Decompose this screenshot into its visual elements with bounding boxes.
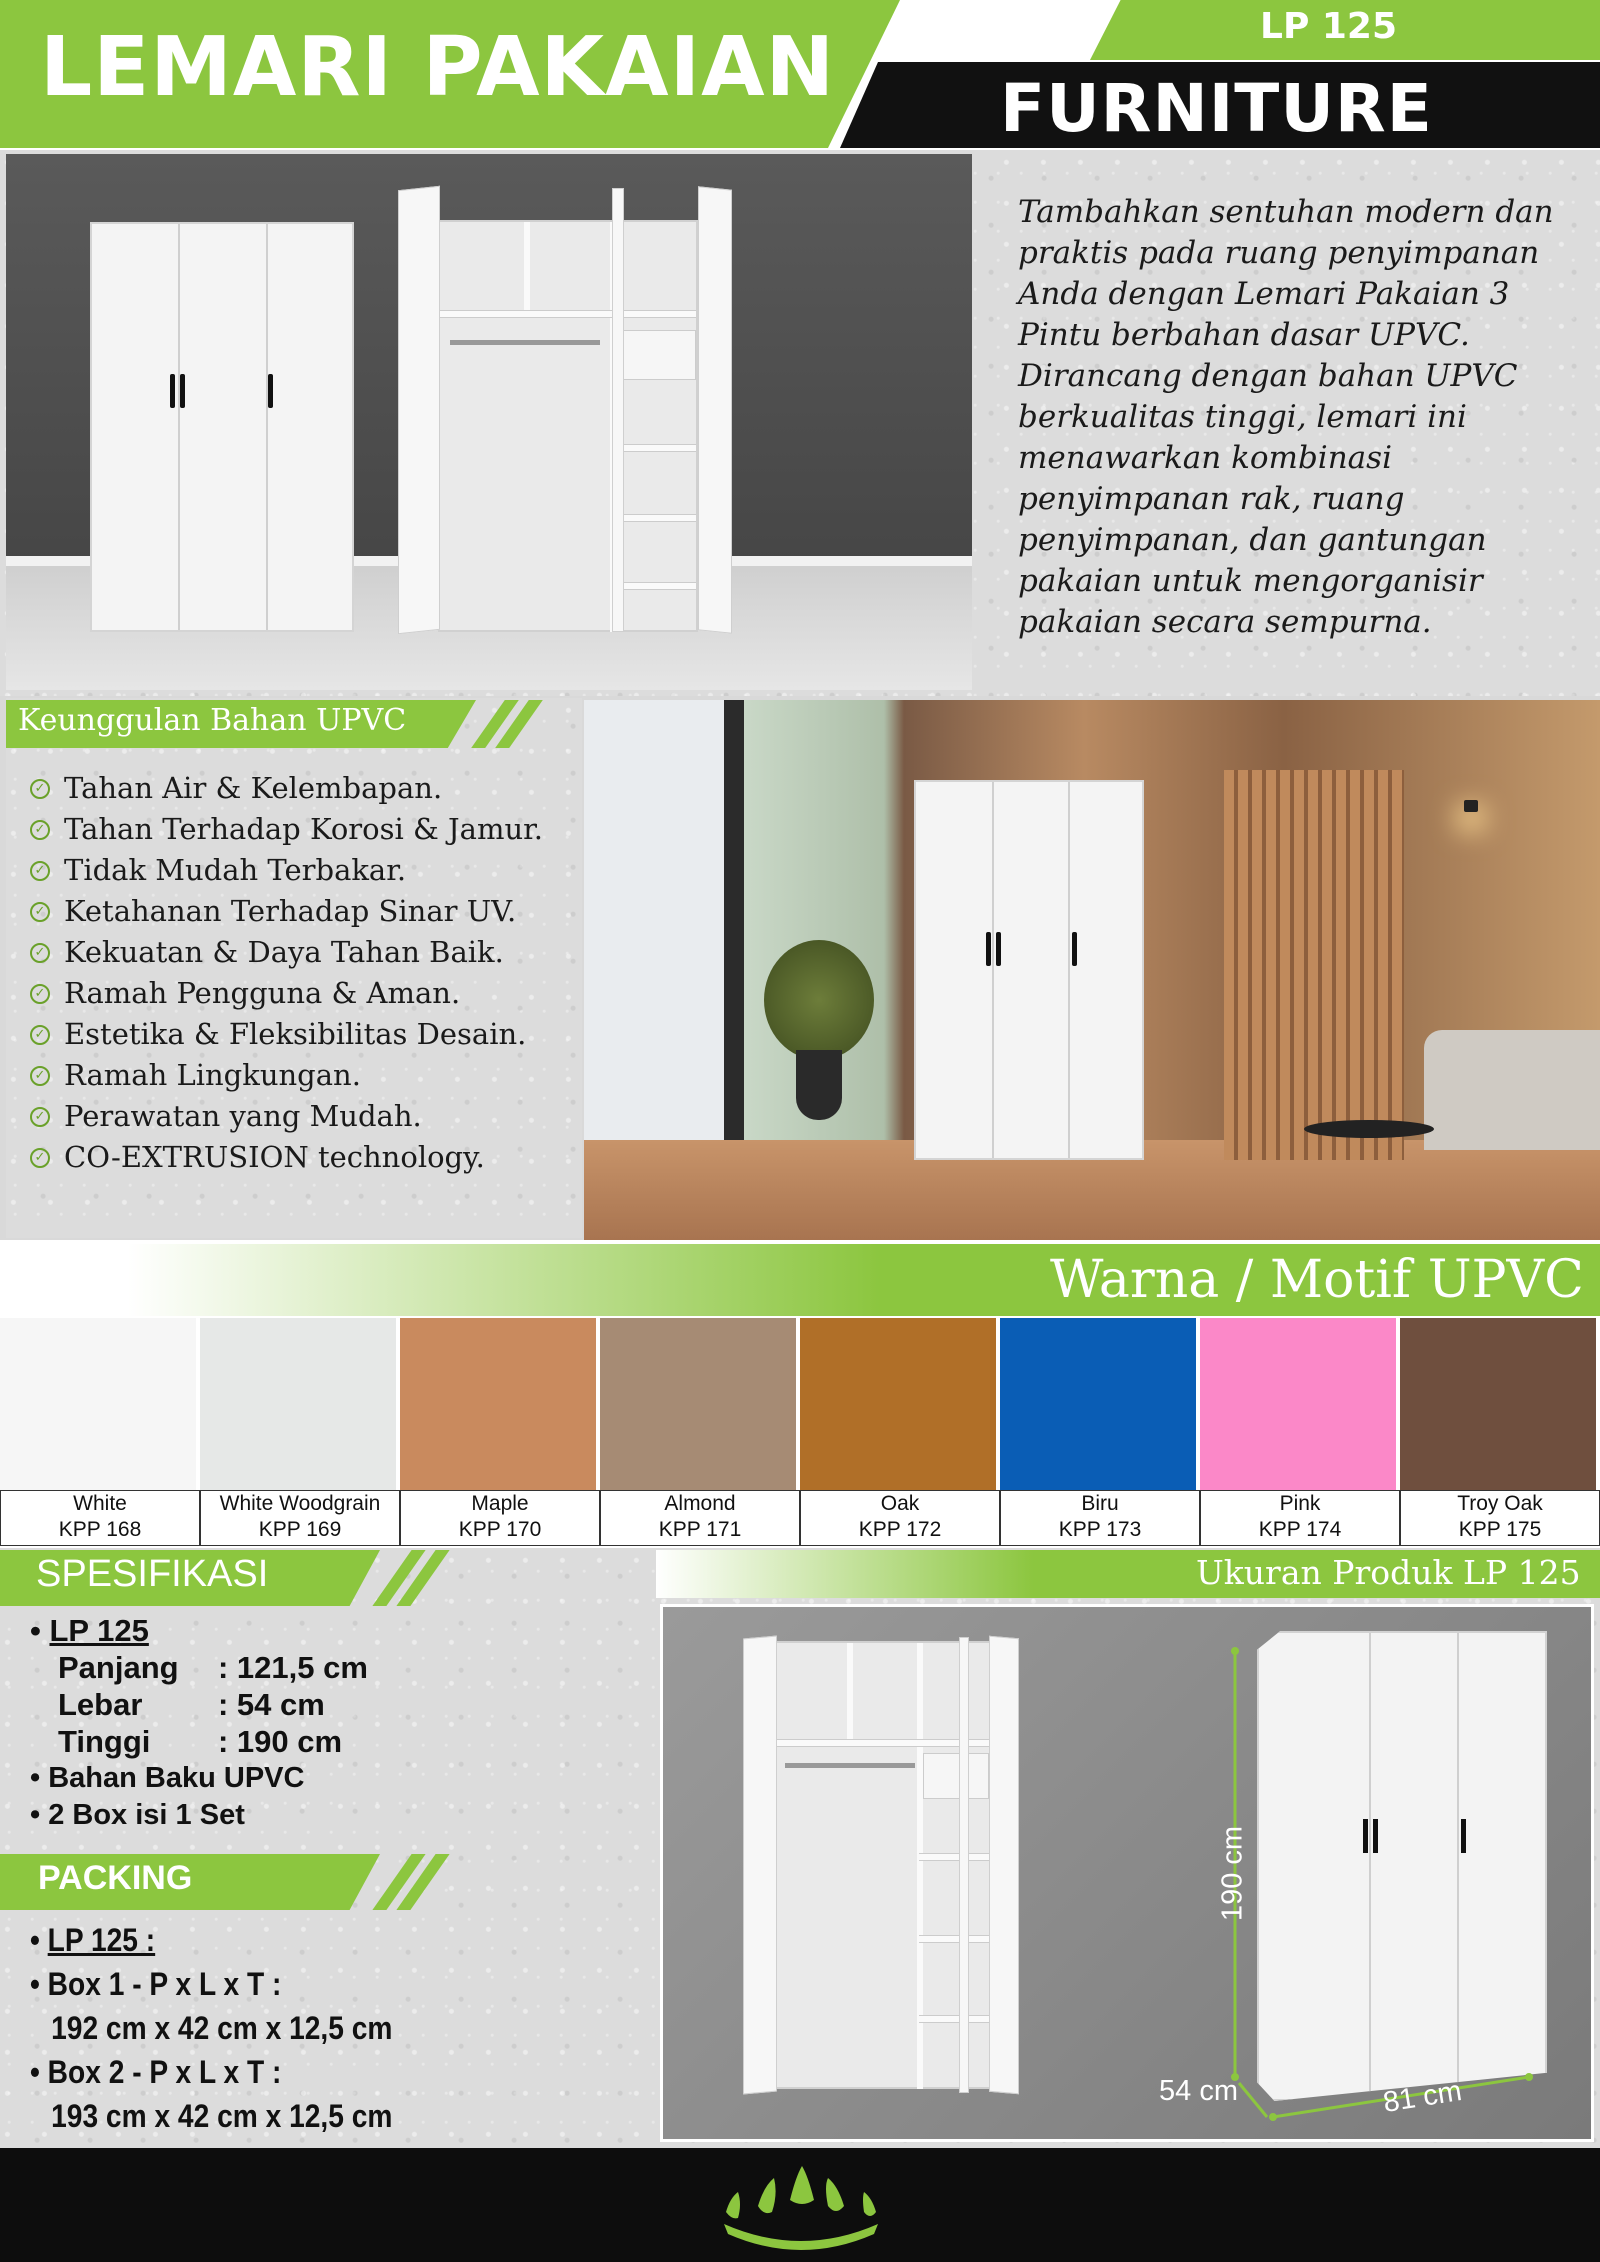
wardrobe-door-middle [612, 188, 624, 632]
packing-box1-size: 192 cm x 42 cm x 12,5 cm [51, 2010, 393, 2046]
swatch-label: White KPP 168 [0, 1490, 200, 1546]
width-label: 81 cm [1380, 2075, 1464, 2119]
spec-row: Lebar : 54 cm [58, 1687, 325, 1722]
swatch-almond [600, 1318, 798, 1490]
category-label: FURNITURE [1000, 70, 1433, 147]
spec-boxes: • 2 Box isi 1 Set [30, 1799, 245, 1831]
product-description: Tambahkan sentuhan modern dan praktis pada ruang penyimpanan Anda dengan Lemari Pakaian 3 Pintu berbahan dasar UPVC. Dirancang dengan bahan UPVC berkualitas tinggi, lemari ini menawarkan kombinasi penyimpanan rak, ruang penyimpanan, dan gantungan pakaian untuk mengorganisir pakaian secara sempurna. [1018, 194, 1554, 640]
list-item: ✓ Estetika & Fleksibilitas Desain. [30, 1014, 543, 1055]
swatch-label: Troy Oak KPP 175 [1400, 1490, 1600, 1546]
depth-label: 54 cm [1159, 2075, 1238, 2107]
room-scene-photo [584, 700, 1600, 1240]
spec-row: Panjang : 121,5 cm [58, 1650, 368, 1685]
spec-row: Tinggi : 190 cm [58, 1724, 343, 1759]
specs-title: SPESIFIKASI [36, 1553, 269, 1595]
sofa [1424, 1030, 1600, 1150]
swatch-white-woodgrain [200, 1318, 398, 1490]
spec-model-row: • LP 125 [30, 1613, 149, 1648]
check-circle-icon: ✓ [30, 779, 50, 799]
list-item: ✓ Ramah Lingkungan. [30, 1055, 543, 1096]
swatch-label: Biru KPP 173 [1000, 1490, 1200, 1546]
check-circle-icon: ✓ [30, 984, 50, 1004]
footer [0, 2148, 1600, 2262]
wall-lamp [1464, 800, 1478, 812]
list-item: ✓ CO-EXTRUSION technology. [30, 1137, 543, 1178]
check-circle-icon: ✓ [30, 1025, 50, 1045]
list-item: ✓ Tidak Mudah Terbakar. [30, 850, 543, 891]
swatch-label: Pink KPP 174 [1200, 1490, 1400, 1546]
swatch-label: Maple KPP 170 [400, 1490, 600, 1546]
packing-model: • LP 125 : [30, 1922, 156, 1958]
check-circle-icon: ✓ [30, 1148, 50, 1168]
plant-pot [796, 1050, 842, 1120]
swatch-label: Almond KPP 171 [600, 1490, 800, 1546]
swatch-maple [400, 1318, 598, 1490]
check-circle-icon: ✓ [30, 1107, 50, 1127]
swatch-biru [1000, 1318, 1198, 1490]
advantages-list [30, 768, 543, 1178]
check-circle-icon: ✓ [30, 820, 50, 840]
swatch-label: Oak KPP 172 [800, 1490, 1000, 1546]
packing-title: PACKING [38, 1859, 193, 1897]
list-item: ✓ Kekuatan & Daya Tahan Baik. [30, 932, 543, 973]
brand-logo-icon [716, 2162, 886, 2254]
list-item: ✓ Tahan Terhadap Korosi & Jamur. [30, 809, 543, 850]
list-item: ✓ Perawatan yang Mudah. [30, 1096, 543, 1137]
packing-list [30, 1918, 442, 2138]
product-code: LP 125 [1260, 6, 1398, 47]
swatch-oak [800, 1318, 998, 1490]
wood-slat-wall [1224, 770, 1404, 1160]
page-title: LEMARI PAKAIAN [40, 20, 836, 115]
packing-box1-label: • Box 1 - P x L x T : [30, 1966, 282, 2002]
packing-box2-size: 193 cm x 42 cm x 12,5 cm [51, 2098, 393, 2134]
wardrobe-door-left [398, 186, 440, 634]
coffee-table [1304, 1120, 1434, 1138]
size-title: Ukuran Produk LP 125 [1196, 1553, 1581, 1592]
swatch-pink [1200, 1318, 1398, 1490]
wardrobe-door-right [698, 186, 732, 634]
specs-list [30, 1612, 368, 1834]
plant [764, 940, 874, 1060]
list-item: ✓ Ketahanan Terhadap Sinar UV. [30, 891, 543, 932]
closed-wardrobe [90, 222, 354, 632]
dimension-lines [663, 1607, 1594, 2142]
dimension-photo [660, 1604, 1594, 2142]
check-circle-icon: ✓ [30, 943, 50, 963]
hero-product-photo [6, 154, 972, 690]
check-circle-icon: ✓ [30, 1066, 50, 1086]
swatch-label: White Woodgrain KPP 169 [200, 1490, 400, 1546]
list-item: ✓ Tahan Air & Kelembapan. [30, 768, 543, 809]
open-wardrobe [438, 220, 698, 632]
color-section-title: Warna / Motif UPVC [1050, 1250, 1584, 1310]
packing-box2-label: • Box 2 - P x L x T : [30, 2054, 282, 2090]
height-label: 190 cm [1216, 1825, 1249, 1922]
spec-material: • Bahan Baku UPVC [30, 1762, 305, 1794]
swatch-troy-oak [1400, 1318, 1598, 1490]
list-item: ✓ Ramah Pengguna & Aman. [30, 973, 543, 1014]
swatch-white [0, 1318, 198, 1490]
check-circle-icon: ✓ [30, 861, 50, 881]
advantages-title: Keunggulan Bahan UPVC [18, 703, 407, 738]
check-circle-icon: ✓ [30, 902, 50, 922]
room-wardrobe [914, 780, 1144, 1160]
